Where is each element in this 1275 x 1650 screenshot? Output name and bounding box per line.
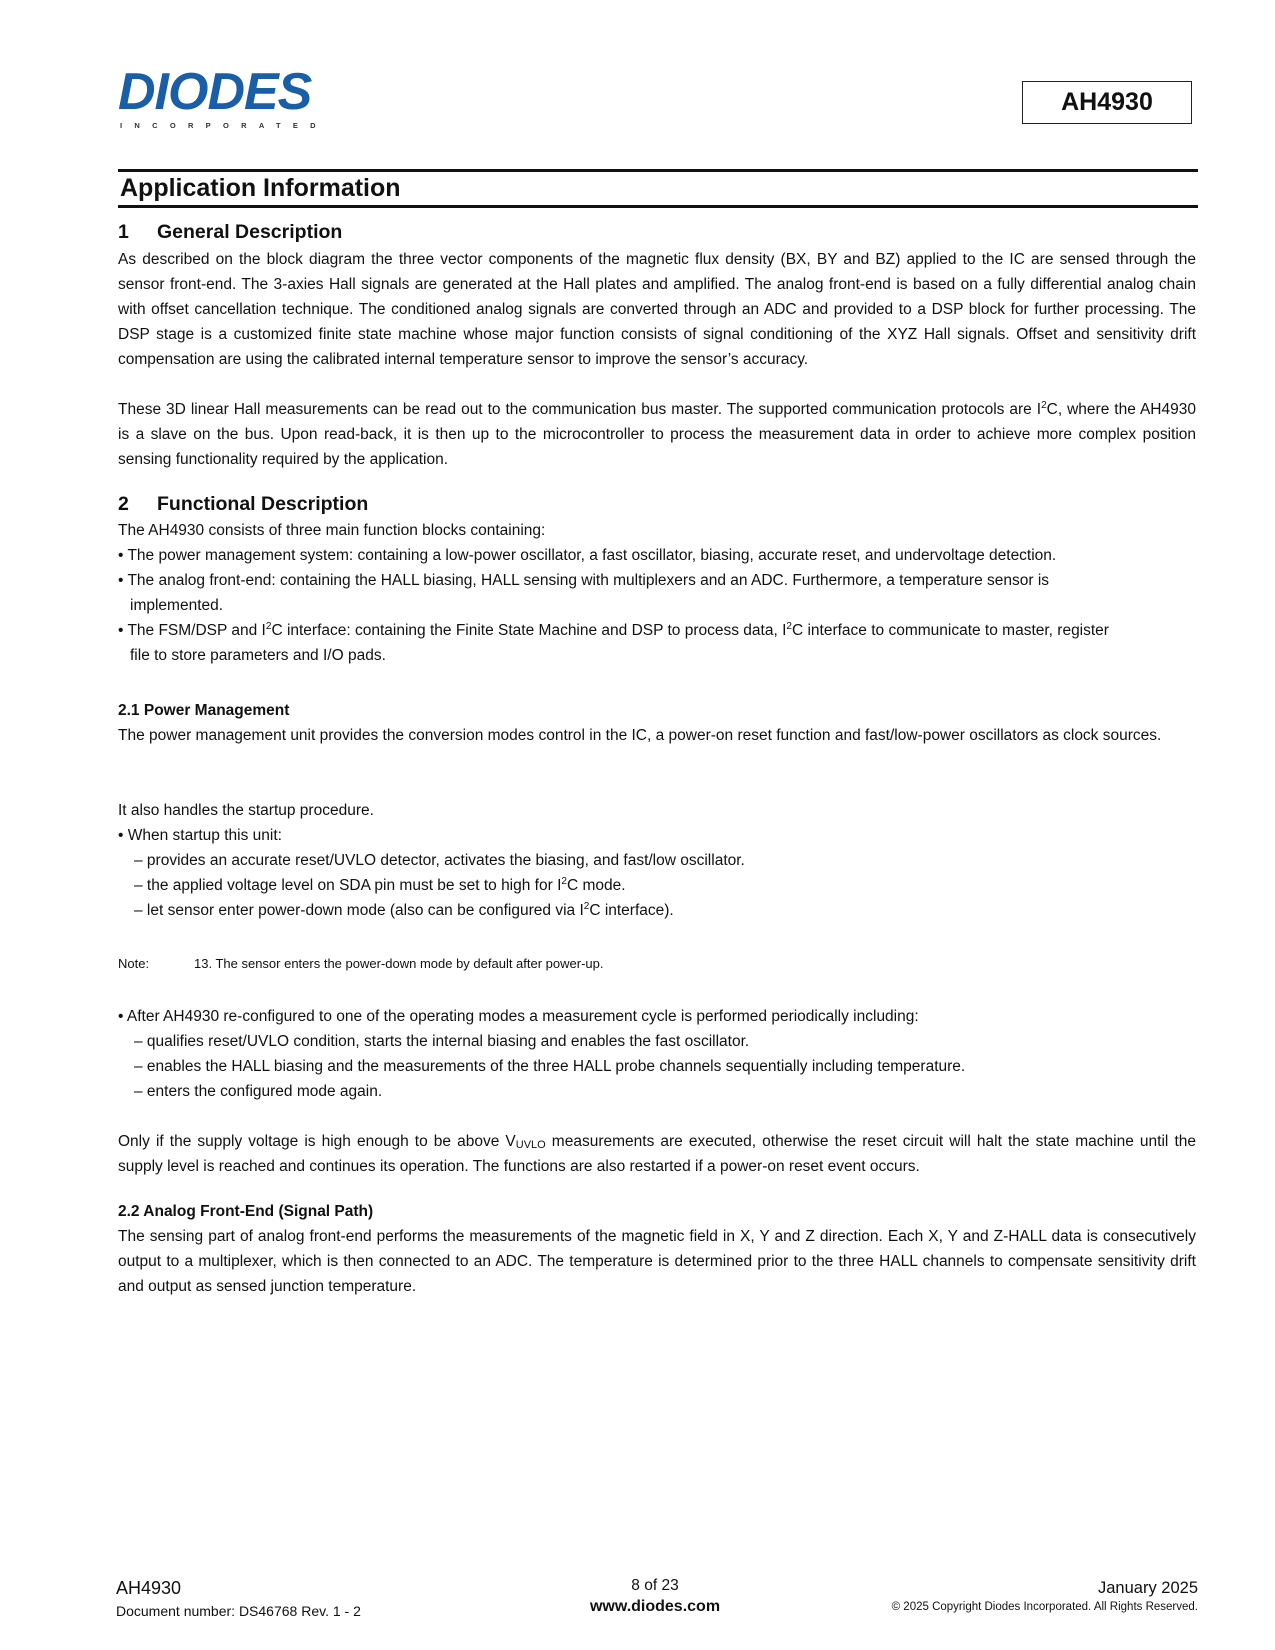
heading-analog-front-end: 2.2 Analog Front-End (Signal Path): [118, 1203, 374, 1220]
footer-website-link[interactable]: www.diodes.com: [589, 1598, 721, 1615]
dash-item-qualifies-reset: – qualifies reset/UVLO condition, starts the internal biasing and enables the fast oscillator.: [134, 1033, 750, 1050]
note-label: Note:: [118, 956, 150, 971]
dash-item-enters-mode: – enters the configured mode again.: [134, 1083, 383, 1100]
superscript: 2: [1041, 400, 1047, 411]
company-logo: [118, 63, 344, 130]
heading-power-management: 2.1 Power Management: [118, 702, 290, 719]
heading-text: General Description: [157, 221, 343, 243]
bullet-after-reconfig: • After AH4930 re-configured to one of the operating modes a measurement cycle is performed periodically including:: [118, 1008, 919, 1025]
text-span: measurements are executed, otherwise the reset circuit will halt the state machine until the supply level is reached and continues its operation. The functions are also restarted if a power-on reset event occurs.: [118, 1133, 1196, 1175]
dash-item-sda-level: [134, 873, 626, 898]
superscript: 2: [561, 876, 567, 887]
section-title: Application Information: [120, 174, 401, 202]
heading-number: 1: [118, 221, 129, 243]
dash-item-hall-biasing: – enables the HALL biasing and the measurements of the three HALL probe channels sequentially including temperature.: [134, 1058, 966, 1075]
footer-page-number: 8 of 23: [631, 1577, 679, 1594]
text-span: Only if the supply voltage is high enough to be above V: [118, 1133, 516, 1150]
text-span: These 3D linear Hall measurements can be read out to the communication bus master. The supported communication protocols are I: [118, 401, 1042, 418]
bullet-analog-front-end-cont: implemented.: [130, 597, 224, 614]
note: [118, 955, 604, 973]
heading-text: Functional Description: [157, 493, 369, 515]
footer-date: January 2025: [1098, 1579, 1198, 1597]
text-span: C interface: containing the Finite State Machine and DSP to process data, I: [271, 622, 787, 639]
functional-intro: The AH4930 consists of three main function blocks containing:: [118, 522, 546, 539]
power-management-paragraph-3: [118, 1129, 1196, 1179]
part-number-box: AH4930: [1022, 81, 1192, 124]
text-span: C interface).: [589, 902, 674, 919]
text-span: – the applied voltage level on SDA pin must be set to high for I: [134, 877, 562, 894]
bullet-fsm-dsp: [118, 618, 1196, 643]
power-management-paragraph-1: The power management unit provides the conversion modes control in the IC, a power-on reset function and fast/low-power oscillators as clock sources.: [118, 727, 1162, 744]
note-text: 13. The sensor enters the power-down mode by default after power-up.: [194, 956, 604, 971]
footer-document-number: Document number: DS46768 Rev. 1 - 2: [116, 1603, 361, 1619]
superscript: 2: [265, 621, 272, 632]
text-span: C, where the AH4930 is a slave on the bus. Upon read-back, it is then up to the microcontroller to process the measurement data in order to achieve more complex position sensing functionality required by the application.: [118, 401, 1196, 468]
footer-copyright: © 2025 Copyright Diodes Incorporated. All Rights Reserved.: [891, 1601, 1198, 1613]
logo-wordmark: DIODES: [118, 63, 312, 121]
dash-item-power-down: [134, 898, 674, 923]
general-description-paragraph-1: As described on the block diagram the three vector components of the magnetic flux density (BX, BY and BZ) applied to the IC are sensed through the sensor front-end. The 3-axies Hall signals are generated at the Hall plates and amplified. The analog front-end is based on a fully differential analog chain with offset cancellation technique. The conditioned analog signals are converted through an ADC and provided to a DSP block for further processing. The DSP stage is a customized finite state machine whose major function consists of signal conditioning of the XYZ Hall signals. Offset and sensitivity drift compensation are using the calibrated internal temperature sensor to improve the sensor’s accuracy.: [118, 251, 1196, 368]
bullet-fsm-dsp-cont: file to store parameters and I/O pads.: [130, 647, 386, 664]
bullet-analog-front-end: • The analog front-end: containing the HALL biasing, HALL sensing with multiplexers and an ADC. Furthermore, a temperature sensor is: [118, 572, 1050, 589]
bullet-power-management: • The power management system: containing a low-power oscillator, a fast oscillator, biasing, accurate reset, and undervoltage detection.: [118, 547, 1057, 564]
superscript: 2: [583, 901, 590, 912]
text-span: • The FSM/DSP and I: [118, 622, 266, 639]
general-description-paragraph-2: [118, 397, 1196, 472]
text-span: – let sensor enter power-down mode (also can be configured via I: [134, 902, 584, 919]
superscript: 2: [786, 621, 792, 632]
logo-subtext: INCORPORATED: [120, 121, 328, 130]
text-span: C mode.: [566, 877, 626, 894]
heading-functional-description: [118, 492, 368, 516]
analog-front-end-paragraph: The sensing part of analog front-end performs the measurements of the magnetic field in X, Y and Z direction. Each X, Y and Z-HALL data is consecutively output to a multiplexer, which is then connected to an ADC. The temperature is determined prior to the three HALL channels to compensate sensitivity drift and output as sensed junction temperature.: [118, 1228, 1196, 1295]
power-management-paragraph-2: It also handles the startup procedure.: [118, 802, 374, 819]
dash-item-reset-uvlo: – provides an accurate reset/UVLO detector, activates the biasing, and fast/low oscillator.: [134, 852, 745, 869]
subscript: UVLO: [515, 1139, 546, 1151]
footer-part-number: AH4930: [116, 1578, 182, 1598]
heading-general-description: [118, 220, 342, 244]
bullet-startup: • When startup this unit:: [118, 827, 282, 844]
text-span: C interface to communicate to master, register: [791, 622, 1109, 639]
heading-number: 2: [118, 493, 129, 515]
